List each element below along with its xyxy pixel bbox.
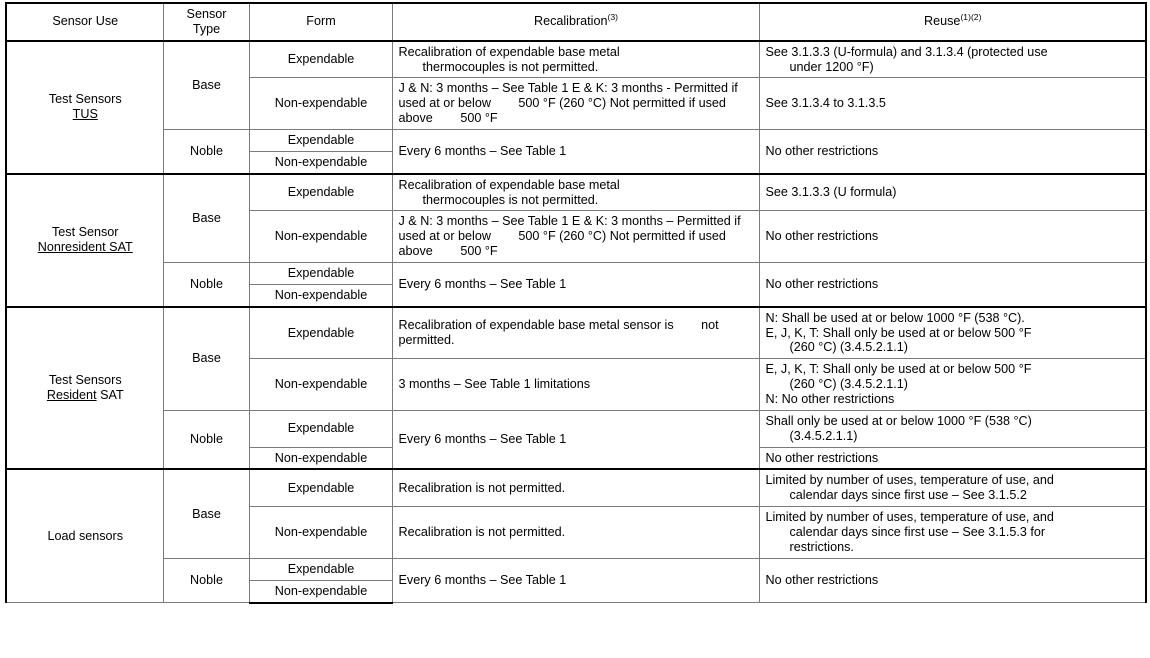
- table-sheet: [0, 2, 1150, 658]
- column-header-recalibration: [392, 3, 759, 41]
- sensor-use-line1: Load sensors: [47, 528, 124, 543]
- form-non-expendable: Non-expendable: [249, 580, 392, 602]
- column-header-sensor-type: [163, 3, 249, 41]
- column-header-sensor-type-line2: Type: [192, 21, 221, 36]
- form-non-expendable: Non-expendable: [249, 507, 392, 559]
- recalibration-load-base-nonexpendable: Recalibration is not permitted.: [392, 507, 759, 559]
- sensor-use-line1: Test Sensors: [48, 373, 122, 388]
- table-row: [6, 558, 1146, 580]
- reuse-line-3: restrictions.: [789, 539, 854, 554]
- sensor-use-cell-resident-sat: [6, 307, 163, 470]
- recalibration-resident-base-expendable: [392, 307, 759, 359]
- recalibration-tus-noble: Every 6 months – See Table 1: [392, 130, 759, 174]
- recalibration-nonresident-base-nonexpendable: [392, 211, 759, 263]
- form-non-expendable: Non-expendable: [249, 359, 392, 411]
- reuse-tus-base-nonexpendable: See 3.1.3.4 to 3.1.3.5: [759, 78, 1146, 130]
- reuse-line-2: calendar days since first use – See 3.1.5.3 for: [789, 525, 1046, 540]
- reuse-line-1: Limited by number of uses, temperature of use, and: [765, 473, 1054, 488]
- recalibration-load-noble: Every 6 months – See Table 1: [392, 558, 759, 602]
- recalibration-load-base-expendable: Recalibration is not permitted.: [392, 469, 759, 506]
- recal-line-3: 500 °F (260 °C) Not permitted if used above: [398, 229, 726, 259]
- sensor-type-noble: Noble: [163, 130, 249, 174]
- recal-line-3: 500 °F (260 °C) Not permitted if used above: [398, 96, 726, 126]
- sensor-use-cell-nonresident-sat: [6, 174, 163, 307]
- table-row: [6, 469, 1146, 506]
- column-header-sensor-use: Sensor Use: [6, 3, 163, 41]
- column-header-reuse-text: Reuse: [924, 14, 961, 29]
- reuse-load-base-expendable: [759, 469, 1146, 506]
- sensor-use-cell-tus: [6, 41, 163, 174]
- reuse-tus-base-expendable: [759, 41, 1146, 78]
- table-row: [6, 41, 1146, 78]
- sensor-recalibration-reuse-table: [5, 2, 1147, 604]
- recal-line-2: thermocouples is not permitted.: [422, 59, 599, 74]
- reuse-nonresident-noble: No other restrictions: [759, 263, 1146, 307]
- form-non-expendable: Non-expendable: [249, 447, 392, 469]
- reuse-resident-base-nonexpendable: [759, 359, 1146, 411]
- reuse-resident-noble-nonexpendable: No other restrictions: [759, 447, 1146, 469]
- column-header-recalibration-text: Recalibration: [533, 14, 608, 29]
- table-row: [6, 410, 1146, 447]
- table-row: [6, 130, 1146, 152]
- form-expendable: Expendable: [249, 41, 392, 78]
- recal-line-2: E & K: 3 months – Permitted if used at or below: [398, 214, 741, 244]
- reuse-line-2: (3.4.5.2.1.1): [789, 428, 858, 443]
- form-expendable: Expendable: [249, 307, 392, 359]
- sensor-type-base: Base: [163, 307, 249, 411]
- form-non-expendable: Non-expendable: [249, 211, 392, 263]
- form-expendable: Expendable: [249, 174, 392, 211]
- sensor-type-noble: Noble: [163, 263, 249, 307]
- recalibration-resident-noble: Every 6 months – See Table 1: [392, 410, 759, 469]
- column-header-reuse: [759, 3, 1146, 41]
- recal-line-1: Recalibration of expendable base metal: [398, 44, 620, 59]
- form-expendable: Expendable: [249, 469, 392, 506]
- reuse-tus-noble: No other restrictions: [759, 130, 1146, 174]
- recal-line-2: E & K: 3 months - Permitted if used at or below: [398, 81, 738, 111]
- reuse-load-noble: No other restrictions: [759, 558, 1146, 602]
- form-non-expendable: Non-expendable: [249, 284, 392, 306]
- recalibration-resident-base-nonexpendable: 3 months – See Table 1 limitations: [392, 359, 759, 411]
- recalibration-nonresident-noble: Every 6 months – See Table 1: [392, 263, 759, 307]
- reuse-line-2: under 1200 °F): [789, 59, 874, 74]
- table-row: [6, 174, 1146, 211]
- reuse-line-1: Shall only be used at or below 1000 °F (538 °C): [765, 413, 1032, 428]
- recal-line-4: 500 °F: [460, 244, 498, 259]
- sensor-type-noble: Noble: [163, 558, 249, 602]
- sensor-use-line2-plain: SAT: [96, 388, 124, 403]
- sensor-type-base: Base: [163, 174, 249, 263]
- reuse-line-3: (260 °C) (3.4.5.2.1.1): [789, 340, 908, 355]
- reuse-nonresident-base-expendable: See 3.1.3.3 (U formula): [759, 174, 1146, 211]
- form-non-expendable: Non-expendable: [249, 78, 392, 130]
- recal-line-1: J & N: 3 months – See Table 1: [398, 81, 569, 96]
- recalibration-tus-base-nonexpendable: [392, 78, 759, 130]
- column-header-form: Form: [249, 3, 392, 41]
- recal-line-1: Recalibration of expendable base metal: [398, 177, 620, 192]
- sensor-use-line2: TUS: [72, 107, 98, 122]
- form-non-expendable: Non-expendable: [249, 151, 392, 173]
- table-row: [6, 263, 1146, 285]
- column-header-sensor-type-line1: Sensor: [186, 7, 227, 21]
- column-header-reuse-footnote: (1)(2): [960, 12, 982, 23]
- reuse-line-1: See 3.1.3.3 (U-formula) and 3.1.3.4 (protected use: [765, 44, 1048, 59]
- reuse-resident-base-expendable: [759, 307, 1146, 359]
- sensor-use-cell-load-sensors: [6, 469, 163, 602]
- sensor-type-base: Base: [163, 41, 249, 130]
- sensor-use-line1: Test Sensors: [48, 92, 122, 107]
- reuse-line-1: E, J, K, T: Shall only be used at or below 500 °F: [765, 362, 1032, 377]
- recalibration-nonresident-base-expendable: [392, 174, 759, 211]
- sensor-use-line2: [13, 388, 158, 403]
- reuse-line-2: E, J, K, T: Shall only be used at or below 500 °F: [765, 325, 1032, 340]
- form-expendable: Expendable: [249, 130, 392, 152]
- reuse-line-1: N: Shall be used at or below 1000 °F (538 °C).: [765, 310, 1025, 325]
- reuse-resident-noble-expendable: [759, 410, 1146, 447]
- reuse-nonresident-base-nonexpendable: No other restrictions: [759, 211, 1146, 263]
- table-header-row: [6, 3, 1146, 41]
- form-expendable: Expendable: [249, 410, 392, 447]
- sensor-type-base: Base: [163, 469, 249, 558]
- recalibration-tus-base-expendable: [392, 41, 759, 78]
- sensor-type-noble: Noble: [163, 410, 249, 469]
- reuse-line-1: Limited by number of uses, temperature of use, and: [765, 510, 1054, 525]
- reuse-line-2: calendar days since first use – See 3.1.5.2: [789, 488, 1027, 503]
- recal-line-4: 500 °F: [460, 111, 498, 126]
- form-expendable: Expendable: [249, 263, 392, 285]
- reuse-load-base-nonexpendable: [759, 507, 1146, 559]
- recal-line-2: thermocouples is not permitted.: [422, 192, 599, 207]
- sensor-use-line2-underlined: Resident: [46, 388, 97, 403]
- reuse-line-3: N: No other restrictions: [765, 392, 895, 407]
- table-row: [6, 307, 1146, 359]
- recal-line-1: J & N: 3 months – See Table 1: [398, 214, 569, 229]
- form-expendable: Expendable: [249, 558, 392, 580]
- recal-line-1: Recalibration of expendable base metal sensor is: [398, 318, 674, 333]
- sensor-use-line2: Nonresident SAT: [37, 240, 133, 255]
- recal-line-2: not permitted.: [398, 318, 719, 348]
- column-header-recalibration-footnote: (3): [607, 12, 619, 23]
- reuse-line-2: (260 °C) (3.4.5.2.1.1): [789, 377, 908, 392]
- sensor-use-line1: Test Sensor: [52, 225, 119, 240]
